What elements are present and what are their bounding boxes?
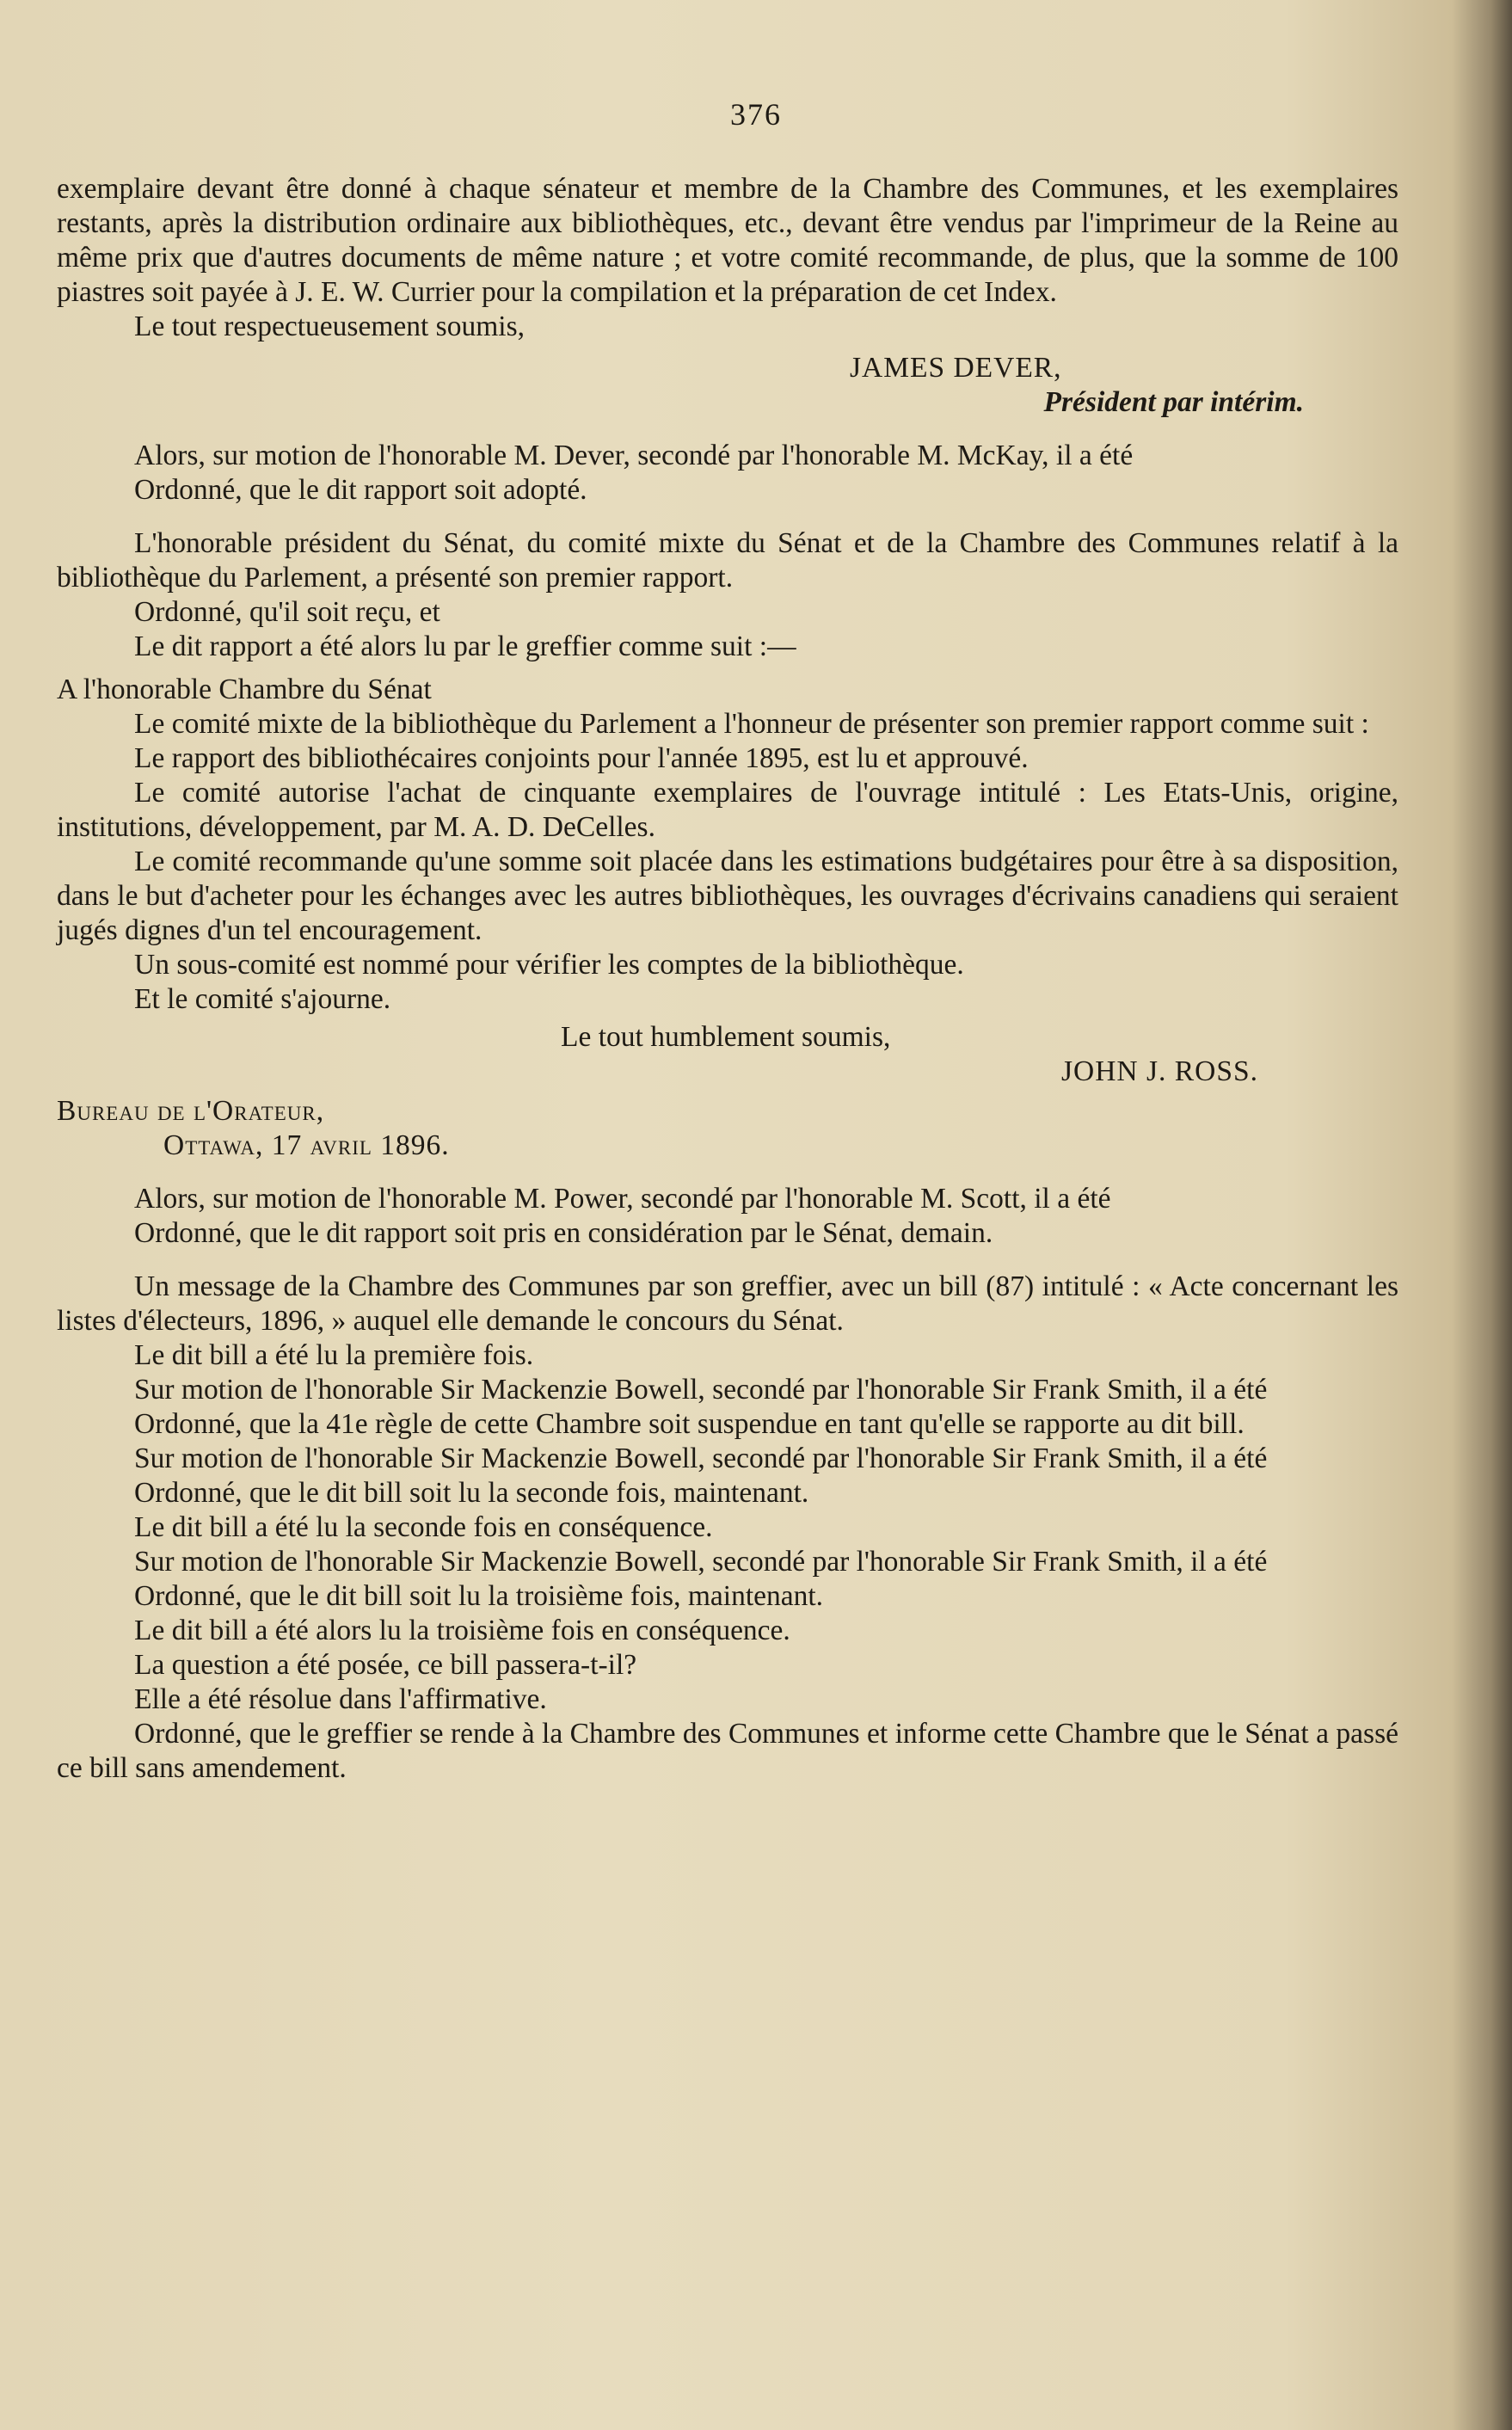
paragraph: Ordonné, que le greffier se rende à la Chambre des Communes et informe cette Chambre que le Sénat a passé ce bill sans amendement. xyxy=(57,1718,1398,1784)
paragraph: Un sous-comité est nommé pour vérifier les comptes de la bibliothèque. xyxy=(134,949,964,981)
paragraph: Ordonné, que la 41e règle de cette Chambre soit suspendue en tant qu'elle se rapporte au dit bill. xyxy=(134,1408,1245,1440)
paragraph: Le comité autorise l'achat de cinquante exemplaires de l'ouvrage intitulé : Les Etats-Unis, origine, institutions, développement, par M. A. D. DeCelles. xyxy=(57,777,1398,843)
paragraph: Ordonné, que le dit rapport soit adopté. xyxy=(134,474,587,506)
paragraph: Un message de la Chambre des Communes par son greffier, avec un bill (87) intitulé : « Acte concernant les listes d'électeurs, 1896, » auquel elle demande le concours du Sénat. xyxy=(57,1270,1398,1337)
paragraph: Le dit bill a été alors lu la troisième fois en conséquence. xyxy=(134,1615,790,1646)
paragraph: exemplaire devant être donné à chaque sénateur et membre de la Chambre des Communes, et les exemplaires restants, après la distribution ordinaire aux bibliothèques, etc., devant être vendus par l'imprimeur de la Reine au même prix que d'autres documents de même nature ; et votre comité recommande, de plus, que la somme de 100 piastres soit payée à J. E. W. Currier pour la compilation et la préparation de cet Index. xyxy=(57,173,1398,308)
paragraph: Sur motion de l'honorable Sir Mackenzie Bowell, secondé par l'honorable Sir Frank Smith, il a été xyxy=(134,1374,1268,1406)
paragraph: Le rapport des bibliothécaires conjoints pour l'année 1895, est lu et approuvé. xyxy=(134,742,1029,774)
paragraph: Sur motion de l'honorable Sir Mackenzie Bowell, secondé par l'honorable Sir Frank Smith, il a été xyxy=(134,1443,1268,1474)
paragraph: Le comité recommande qu'une somme soit placée dans les estimations budgétaires pour être à sa disposition, dans le but d'acheter pour les échanges avec les autres bibliothèques, les ouvrages d'écrivains canadiens qui seraient jugés dignes d'un tel encouragement. xyxy=(57,846,1398,946)
paragraph: Alors, sur motion de l'honorable M. Power, secondé par l'honorable M. Scott, il a été xyxy=(134,1183,1111,1215)
signature-name: JOHN J. ROSS. xyxy=(1061,1055,1258,1087)
signature-title: Président par intérim. xyxy=(1043,386,1304,418)
paragraph: Ordonné, que le dit bill soit lu la seconde fois, maintenant. xyxy=(134,1477,809,1509)
paragraph: Le dit bill a été lu la seconde fois en conséquence. xyxy=(134,1511,713,1543)
place-line: Bureau de l'Orateur, xyxy=(57,1095,325,1127)
paragraph: Sur motion de l'honorable Sir Mackenzie Bowell, secondé par l'honorable Sir Frank Smith, il a été xyxy=(134,1546,1268,1578)
paragraph: Et le comité s'ajourne. xyxy=(134,983,391,1015)
paragraph: Elle a été résolue dans l'affirmative. xyxy=(134,1683,547,1715)
page-binding-edge xyxy=(1490,0,1512,2430)
addressee: A l'honorable Chambre du Sénat xyxy=(57,674,432,705)
page-content xyxy=(57,172,1398,1786)
paragraph: La question a été posée, ce bill passera-t-il? xyxy=(134,1649,637,1681)
signature-intro: Le tout humblement soumis, xyxy=(561,1021,891,1053)
paragraph: Ordonné, qu'il soit reçu, et xyxy=(134,596,440,628)
page-number: 376 xyxy=(730,97,782,132)
paragraph: Le dit rapport a été alors lu par le greffier comme suit :— xyxy=(134,631,796,662)
paragraph: Alors, sur motion de l'honorable M. Dever, secondé par l'honorable M. McKay, il a été xyxy=(134,440,1134,471)
signature-name: JAMES DEVER, xyxy=(850,352,1062,384)
paragraph: Ordonné, que le dit bill soit lu la troisième fois, maintenant. xyxy=(134,1580,824,1612)
paragraph: Ordonné, que le dit rapport soit pris en considération par le Sénat, demain. xyxy=(134,1217,993,1249)
date-line: Ottawa, 17 avril 1896. xyxy=(163,1129,450,1161)
paragraph: L'honorable président du Sénat, du comité mixte du Sénat et de la Chambre des Communes relatif à la bibliothèque du Parlement, a présenté son premier rapport. xyxy=(57,527,1398,594)
paragraph: Le tout respectueusement soumis, xyxy=(134,311,526,342)
paragraph: Le comité mixte de la bibliothèque du Parlement a l'honneur de présenter son premier rapport comme suit : xyxy=(134,708,1369,740)
paragraph: Le dit bill a été lu la première fois. xyxy=(134,1339,534,1371)
